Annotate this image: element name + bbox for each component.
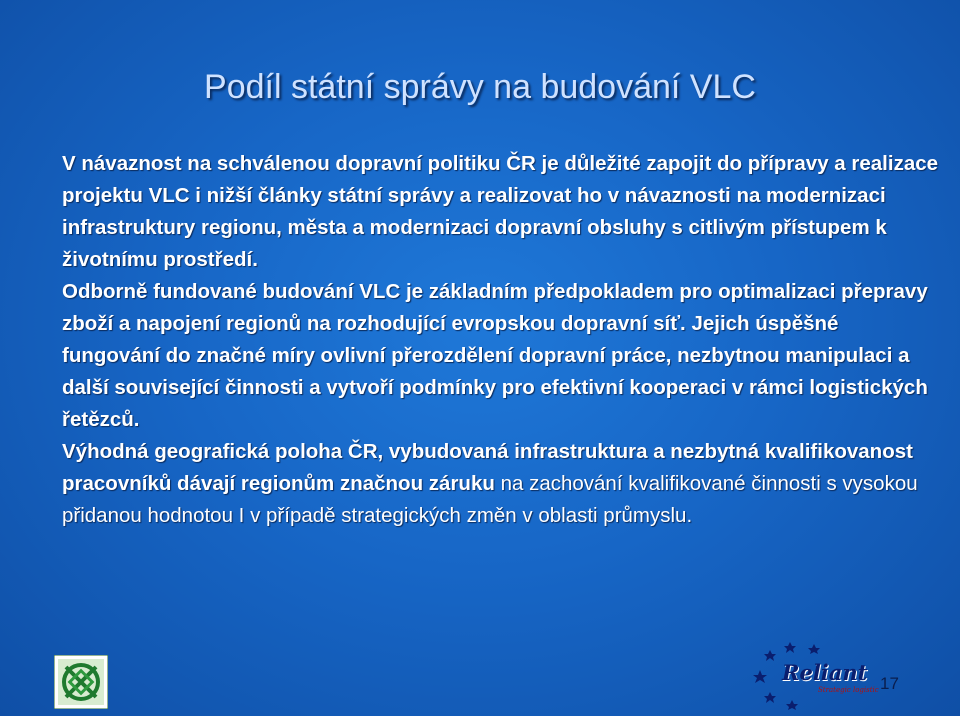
page-number: 17 <box>880 674 899 693</box>
paragraph-3-plain: na zachování kvalifikované činnosti s vysokou přidanou hodnotou I v případě strategických změn v oblasti průmyslu. <box>62 472 918 527</box>
brand-tagline: Strategic logistic <box>818 686 879 694</box>
paragraph-3-bold: Výhodná geografická poloha ČR, vybudovaná infrastruktura a nezbytná kvalifikovanost pracovníků dávají regionům značnou záruku <box>62 440 913 495</box>
paragraph-2: Odborně fundované budování VLC je základním předpokladem pro optimalizaci přepravy zboží a napojení regionů na rozhodující evropskou dopravní síť. Jejich úspěšné fungování do značné míry ovlivní přerozdělení dopravní práce, nezbytnou manipulaci a další související činnosti a vytvoří podmínky pro efektivní kooperaci v rámci logistických řetězců. <box>62 280 928 431</box>
paragraph-1: V návaznost na schválenou dopravní politiku ČR je důležité zapojit do přípravy a realizace projektu VLC i nižší články státní správy a realizovat ho v návaznosti na modernizaci infrastruktury regionu, města a modernizaci dopravní obsluhy s citlivým přístupem k životnímu prostředí. <box>62 152 939 271</box>
paragraph-3 <box>62 436 942 532</box>
knot-emblem-icon <box>54 655 108 709</box>
slide-body <box>62 148 942 532</box>
brand-name: Reliant <box>782 660 868 685</box>
slide-title: Podíl státní správy na budování VLC <box>204 68 756 106</box>
